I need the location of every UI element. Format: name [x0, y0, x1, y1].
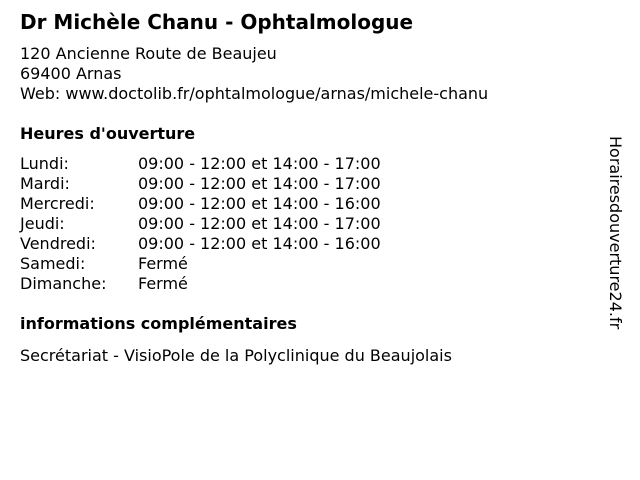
address-web: Web: www.doctolib.fr/ophtalmologue/arnas/michele-chanu — [20, 84, 489, 103]
info-text — [20, 316, 452, 365]
address-city: 69400 Arnas — [20, 64, 122, 83]
page-title: Dr Michèle Chanu - Ophtalmologue — [20, 10, 414, 34]
day-label: Dimanche: — [20, 274, 107, 293]
hours-heading: Heures d'ouverture — [20, 124, 196, 143]
address-block — [20, 44, 488, 104]
time-value: Fermé — [138, 254, 188, 273]
time-value: 09:00 - 12:00 et 14:00 - 17:00 — [138, 154, 381, 173]
time-value: Fermé — [138, 274, 188, 293]
day-label: Vendredi: — [20, 234, 96, 253]
day-label: Mercredi: — [20, 194, 95, 213]
site-watermark: Horairesdouverture24.fr — [606, 136, 625, 330]
day-label: Lundi: — [20, 154, 69, 173]
time-value: 09:00 - 12:00 et 14:00 - 16:00 — [138, 234, 381, 253]
time-value: 09:00 - 12:00 et 14:00 - 16:00 — [138, 194, 381, 213]
info-text-value: Secrétariat - VisioPole de la Polyclinique du Beaujolais — [20, 346, 452, 365]
time-value: 09:00 - 12:00 et 14:00 - 17:00 — [138, 174, 381, 193]
day-label: Mardi: — [20, 174, 70, 193]
day-label: Samedi: — [20, 254, 86, 273]
day-label: Jeudi: — [20, 214, 65, 233]
address-street: 120 Ancienne Route de Beaujeu — [20, 44, 277, 63]
info-heading: informations complémentaires — [20, 314, 297, 333]
time-value: 09:00 - 12:00 et 14:00 - 17:00 — [138, 214, 381, 233]
